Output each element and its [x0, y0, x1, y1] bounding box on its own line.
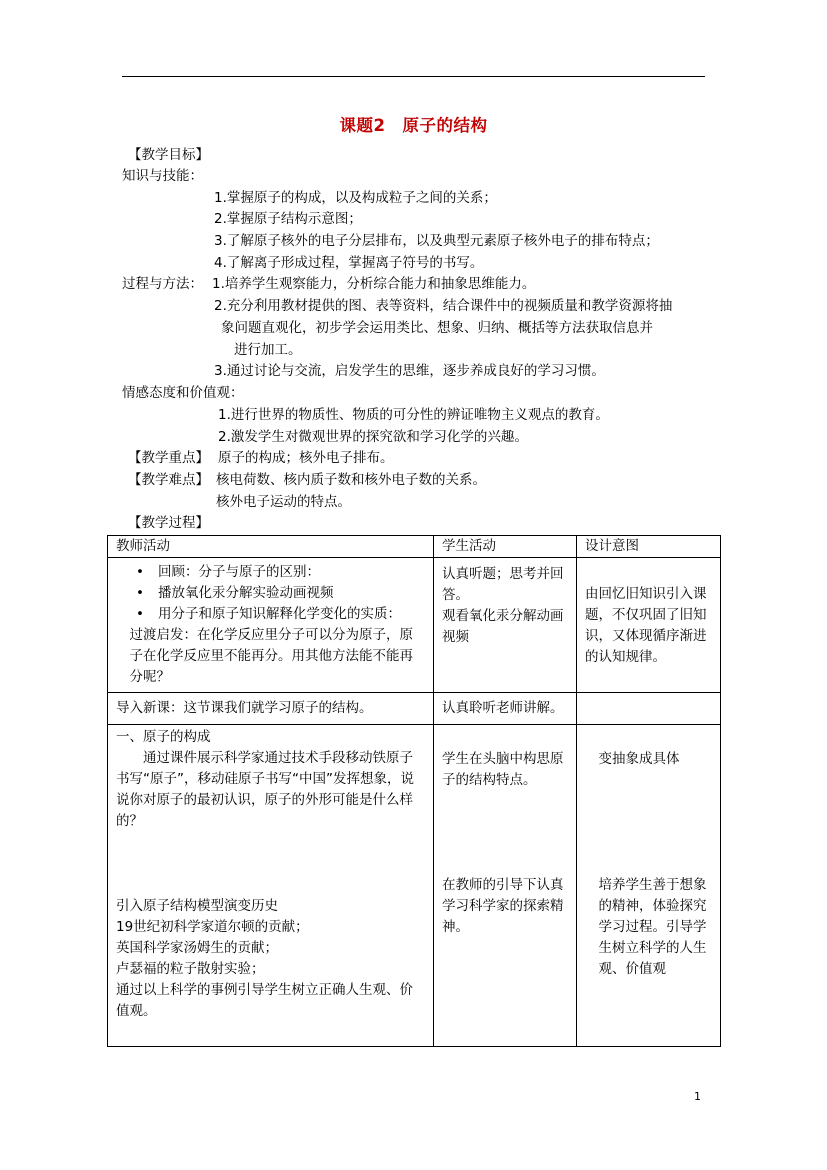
- process-heading: 【教学过程】: [128, 515, 209, 531]
- knowledge-item: 1.掌握原子的构成，以及构成粒子之间的关系；: [214, 190, 497, 206]
- table-row: [108, 693, 721, 725]
- process-label: 过程与方法：: [122, 276, 203, 292]
- process-item: 3.通过讨论与交流，启发学生的思维，逐步养成良好的学习习惯。: [214, 363, 605, 379]
- history-item: 卢瑟福的粒子散射实验；: [116, 961, 265, 977]
- section-heading: 一、原子的构成: [116, 729, 211, 745]
- difficult-points-text: 核电荷数、核内质子数和核外电子数的关系。: [216, 472, 486, 488]
- design-text: 培养学生善于想象的精神，体验探究学习过程。引导学生树立科学的人生观、价值观: [598, 877, 707, 977]
- difficult-points-text: 核外电子运动的特点。: [216, 494, 351, 510]
- header-teacher: 教师活动: [108, 536, 434, 558]
- process-item: 1.培养学生观察能力，分析综合能力和抽象思维能力。: [212, 276, 536, 292]
- table-row: [108, 725, 721, 1047]
- design-text: 由回忆旧知识引入课题，不仅巩固了旧知识，又体现循序渐进的认知规律。: [585, 586, 707, 665]
- student-text: 学生在头脑中构思原子的结构特点。: [442, 751, 564, 788]
- header-rule: [122, 76, 705, 77]
- knowledge-item: 3.了解原子核外的电子分层排布，以及典型元素原子核外电子的排布特点；: [214, 233, 659, 249]
- bullet-item: • 用分子和原子知识解释化学变化的实质：: [136, 604, 425, 625]
- teacher-activity: 导入新课：这节课我们就学习原子的结构。: [108, 693, 434, 725]
- teacher-activity: [108, 725, 434, 1047]
- table-header-row: [108, 536, 721, 558]
- design-intent: [577, 558, 721, 693]
- page-title: 课题2 原子的结构: [339, 116, 488, 135]
- header-design: 设计意图: [577, 536, 721, 558]
- process-item-continuation: 进行加工。: [234, 342, 302, 358]
- transition-text: 过渡启发：在化学反应里分子可以分为原子，原子在化学反应里不能再分。用其他方法能不能再分呢？: [129, 627, 413, 685]
- student-text: 认真听题；思考并回答。: [442, 566, 564, 603]
- key-points-text: 原子的构成；核外电子排布。: [218, 450, 394, 466]
- design-intent: [577, 725, 721, 1047]
- knowledge-label: 知识与技能：: [122, 168, 203, 184]
- page-number: 1: [694, 1090, 701, 1103]
- table-row: [108, 558, 721, 693]
- emotion-label: 情感态度和价值观：: [122, 385, 244, 401]
- design-text: 变抽象成具体: [598, 751, 680, 767]
- emotion-item: 1.进行世界的物质性、物质的可分性的辨证唯物主义观点的教育。: [218, 407, 609, 423]
- process-item-continuation: 象问题直观化，初步学会运用类比、想象、归纳、概括等方法获取信息并: [221, 320, 653, 336]
- emotion-item: 2.激发学生对微观世界的探究欲和学习化学的兴趣。: [218, 429, 528, 445]
- history-item: 引入原子结构模型演变历史: [116, 898, 278, 914]
- student-activity: 认真聆听老师讲解。: [434, 693, 577, 725]
- difficult-points-label: 【教学难点】: [128, 472, 209, 488]
- process-item: 2.充分利用教材提供的图、表等资料，结合课件中的视频质量和教学资源将抽: [214, 298, 673, 314]
- history-item: 英国科学家汤姆生的贡献；: [116, 940, 278, 956]
- student-text: 观看氧化汞分解动画视频: [442, 608, 564, 645]
- objectives-heading: 【教学目标】: [128, 147, 209, 163]
- student-activity: [434, 725, 577, 1047]
- history-item: 19世纪初科学家道尔顿的贡献；: [116, 919, 309, 935]
- history-item: 通过以上科学的事例引导学生树立正确人生观、价值观。: [116, 982, 413, 1019]
- teacher-paragraph: 通过课件展示科学家通过技术手段移动铁原子书写“原子”，移动硅原子书写“中国”发挥想象，说说你对原子的最初认识，原子的外形可能是什么样的？: [116, 750, 414, 829]
- design-intent: [577, 693, 721, 725]
- key-points-label: 【教学重点】: [128, 450, 209, 466]
- bullet-item: • 回顾：分子与原子的区别：: [136, 562, 425, 583]
- student-text: 在教师的引导下认真学习科学家的探索精神。: [442, 877, 564, 935]
- student-activity: [434, 558, 577, 693]
- knowledge-item: 4.了解离子形成过程，掌握离子符号的书写。: [214, 255, 484, 271]
- header-student: 学生活动: [434, 536, 577, 558]
- teacher-activity: [108, 558, 434, 693]
- knowledge-item: 2.掌握原子结构示意图；: [214, 211, 362, 227]
- teaching-process-table: [107, 535, 721, 1047]
- bullet-item: • 播放氧化汞分解实验动画视频: [136, 583, 425, 604]
